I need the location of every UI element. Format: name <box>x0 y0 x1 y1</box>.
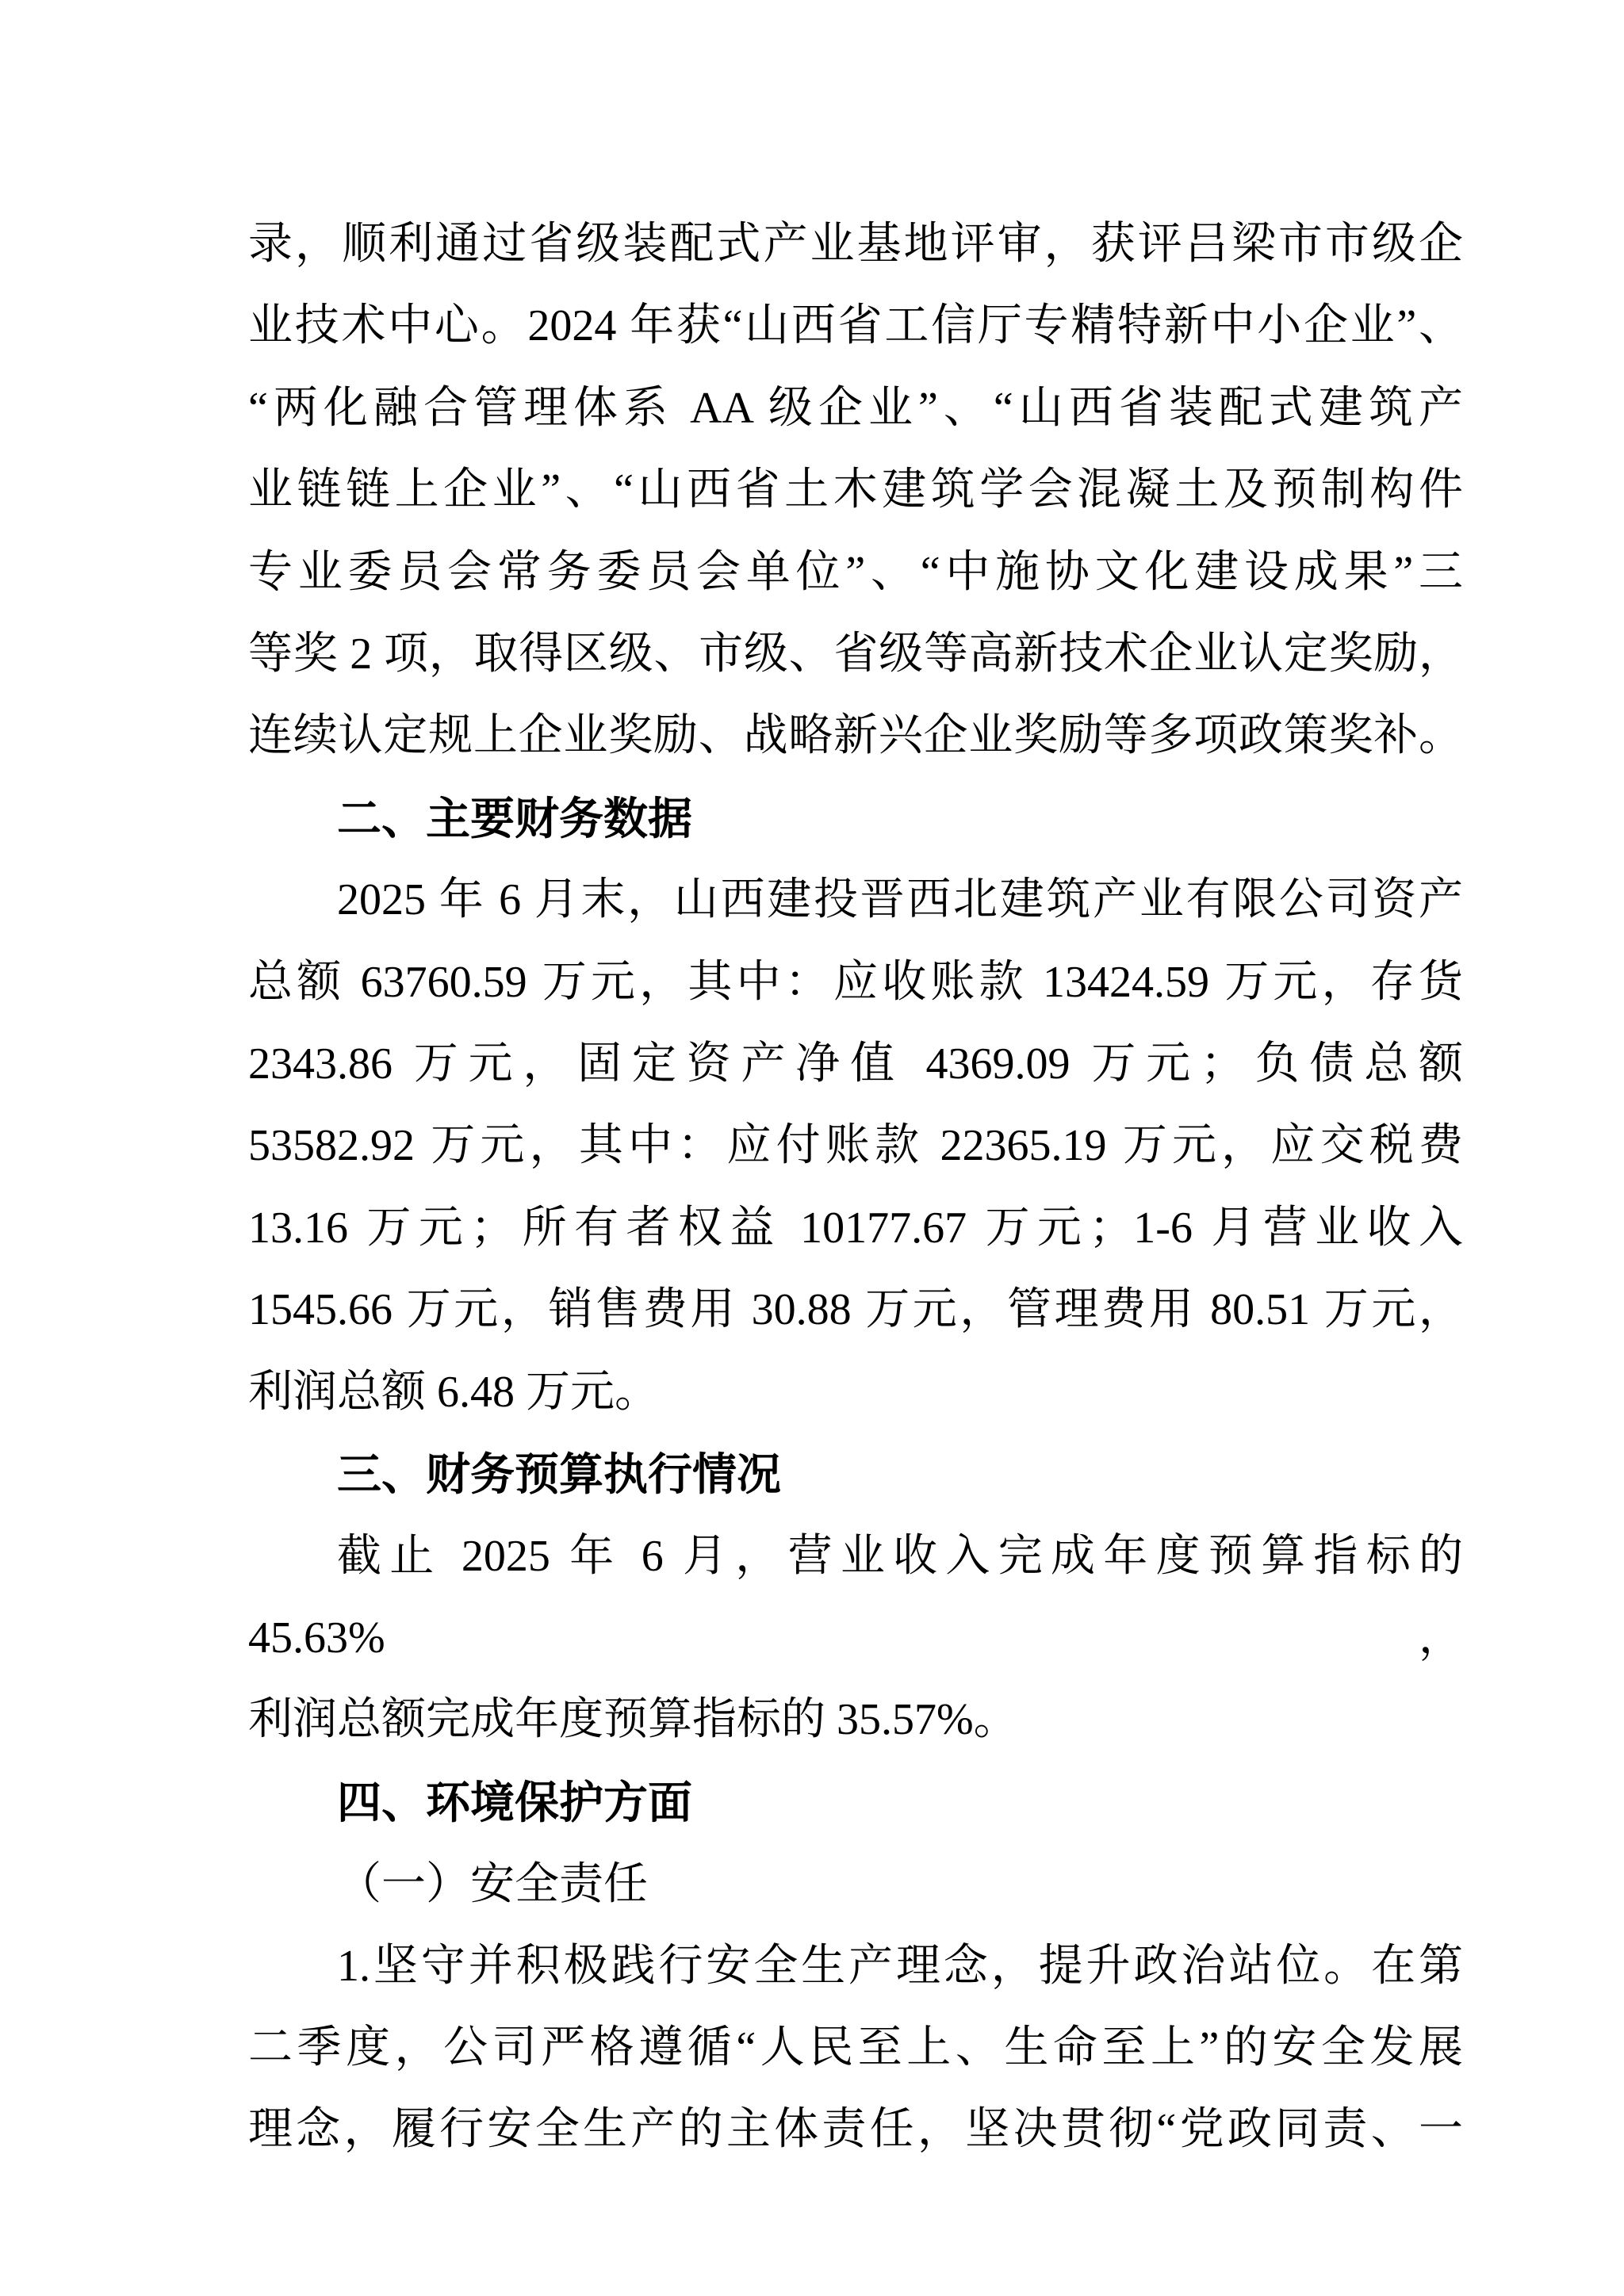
paragraph-first-line: 截止 2025 年 6 月，营业收入完成年度预算指标的 45.63%， <box>248 1531 1463 1663</box>
text-line: “两化融合管理体系 AA 级企业”、“山西省装配式建筑产 <box>248 383 1463 433</box>
section-heading: 四、环境保护方面 <box>337 1777 692 1827</box>
text-line: 13.16 万元；所有者权益 10177.67 万元；1-6 月营业收入 <box>248 1203 1463 1253</box>
text-line: 二季度，公司严格遵循“人民至上、生命至上”的安全发展 <box>248 2022 1463 2072</box>
text-line: 理念，履行安全生产的主体责任，坚决贯彻“党政同责、一 <box>248 2105 1463 2155</box>
text-line: 总额 63760.59 万元，其中：应收账款 13424.59 万元，存货 <box>248 957 1463 1007</box>
section-heading: 三、财务预算执行情况 <box>337 1449 781 1500</box>
text-line: 53582.92 万元，其中：应付账款 22365.19 万元，应交税费 <box>248 1121 1463 1171</box>
text-line: 2343.86 万元，固定资产净值 4369.09 万元；负债总额 <box>248 1039 1463 1089</box>
text-line: 1545.66 万元，销售费用 30.88 万元，管理费用 80.51 万元， <box>248 1285 1463 1335</box>
text-line: 等奖 2 项，取得区级、市级、省级等高新技术企业认定奖励， <box>248 629 1463 679</box>
text-line: 专业委员会常务委员会单位”、“中施协文化建设成果”三 <box>248 547 1463 597</box>
paragraph-first-line: 1.坚守并积极践行安全生产理念，提升政治站位。在第 <box>337 1941 1463 1991</box>
section-heading: 二、主要财务数据 <box>337 793 692 844</box>
text-line: 利润总额完成年度预算指标的 35.57%。 <box>248 1695 1018 1745</box>
text-column <box>248 204 1463 2172</box>
text-line: 连续认定规上企业奖励、战略新兴企业奖励等多项政策奖补。 <box>248 711 1463 761</box>
text-line: 业技术中心。2024 年获“山西省工信厅专精特新中小企业”、 <box>248 301 1463 351</box>
paragraph-first-line: 2025 年 6 月末，山西建投晋西北建筑产业有限公司资产 <box>337 875 1463 925</box>
text-line: 业链链上企业”、“山西省土木建筑学会混凝土及预制构件 <box>248 465 1463 515</box>
text-line: 利润总额 6.48 万元。 <box>248 1367 659 1417</box>
subsection-heading: （一）安全责任 <box>337 1858 648 1911</box>
text-line: 录，顺利通过省级装配式产业基地评审，获评吕梁市市级企 <box>248 220 1463 269</box>
